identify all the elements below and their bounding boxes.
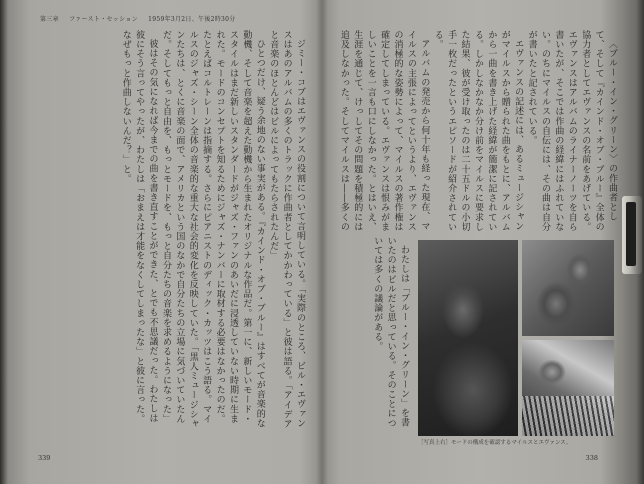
running-head bbox=[40, 14, 244, 23]
photo-musicians-standing bbox=[522, 240, 614, 336]
body-paragraph: わたしは「ブルー・イン・グリーン」を書いたのはビルだと思っている。そのことについては多くの議論がある。 bbox=[372, 236, 409, 428]
running-head-title: ファースト・セッション bbox=[69, 16, 138, 23]
photo-collage bbox=[418, 240, 614, 448]
right-page bbox=[322, 0, 644, 484]
running-head-date: 1959年3月2日、午後2時30分 bbox=[148, 16, 236, 23]
page-clip bbox=[622, 196, 642, 274]
body-paragraph: アルバムの発売から何十年も経った現在、マイルスの主張によってというより、エヴァンスの消極的な姿勢によって、マイルスの著作権は確定してしまっている。エヴァンスは恨みがましいことを一言も口にしなかった。とはいえ、生涯を通じて、けっしてその問題を積極的には追及しなかった。そしてマイルスは――多くの bbox=[338, 30, 430, 232]
left-page-body bbox=[40, 30, 306, 430]
body-paragraph: 〈ブルー・イン・グリーン〉の作曲者として、そして『カインド・オブ・ブルー』全体の協力者としてエヴァンスの名前をあげている。エヴァンスはアルバムのライナーノーツを自ら書いたが、そこでは作曲の経緯にはふれていない。のちにマイルスの自伝には、その曲は自分が書いたと記されている。 bbox=[526, 30, 617, 232]
body-paragraph: ジミー・コブはエヴァンスの役割について言明している。「実際のところ、ビル・エヴァンスはあのアルバムの多くのトラックに作曲者としてかかわっている」と彼は語る。「アイデアと音楽のほとんどはビルによってもたらされたんだ」 bbox=[268, 30, 305, 429]
body-paragraph: 彼はその気になれば今までの曲を書き直すことができた、とでも不思議だった。わたしは彼にそう言ってやったが、わたしは「おまえは才能をなくしてしまったな」と彼に言った。なぜもっと作曲しないんだ？」と。 bbox=[120, 30, 158, 424]
right-page-body bbox=[338, 30, 618, 235]
page-number: 338 bbox=[585, 454, 598, 462]
body-paragraph: ひとつだけ、疑う余地のない事実がある。『カインド・オブ・ブルー』はすべてが音楽的な動機、そして音楽を超えた動機から生まれたオリジナルな作品だ。第一に、新しいモード・スタイルはまだ新しいスタンダードがジャズ・ファンのあいだに浸透していない時期に生まれた。モードのコンセプトを知るためにジャズ・ナンバーに取材する必要はなかったのだ。たとえばコルトレーンは指摘する。さらにピアニストのディック・カッツはこう語る。マイルスのジャズ・シーン全体の音楽的な重大な社会的変化を反映していた。「黒人ミュージシャンたちは、とくに音楽の面で、アメリカという国のなかで自分たちの立場に気づいていたんだ。そしてもっと自由を、もっとモードを、もっと自分たちの音楽を求めるようになった」 bbox=[160, 30, 265, 429]
piano-keys bbox=[522, 396, 614, 436]
page-number: 339 bbox=[38, 454, 51, 462]
photo-caption: ［写真上右］モードの構成を確認するマイルスとエヴァンス。 bbox=[418, 440, 572, 446]
running-head-chapter: 第三章 bbox=[40, 16, 59, 23]
photo-pianist-at-keys bbox=[522, 340, 614, 436]
body-paragraph: エヴァンスの記述には、あるミュージシャンがマイルスから贈られた曲をもとに、アルバムから一曲を書き上げた経緯が簡潔に記されている。しかしなかなか分け前をマイルスに要求した結果、彼が受け取ったのは二十五ドルの小切手一枚だったというエピソードが紹介されている。 bbox=[432, 30, 524, 232]
photo-musicians-at-piano bbox=[418, 240, 518, 436]
right-page-lower-body bbox=[338, 236, 410, 436]
